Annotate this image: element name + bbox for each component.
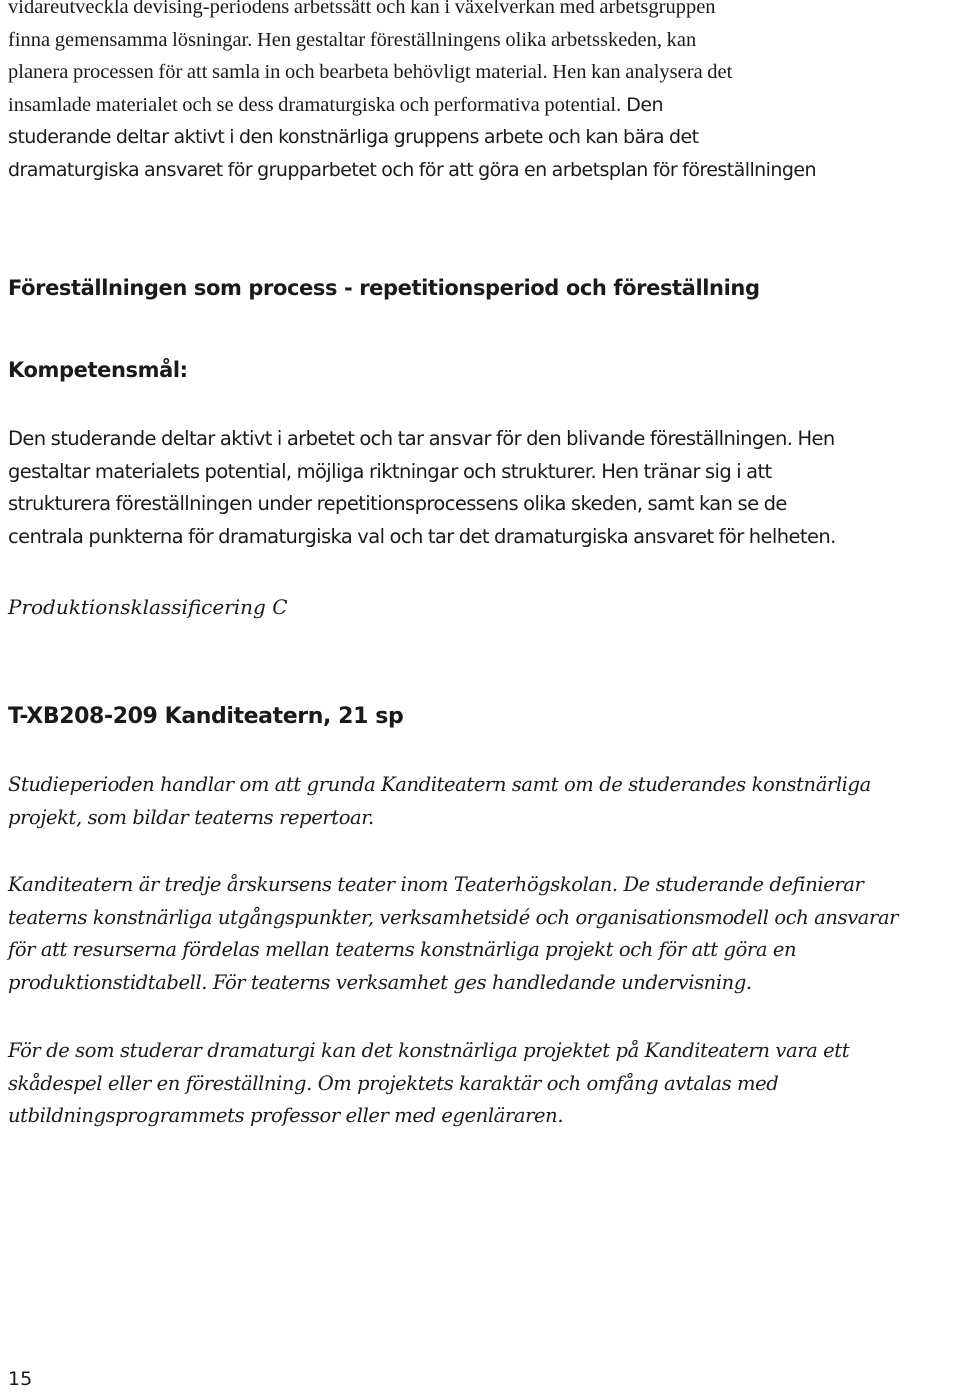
course-para2-line-4: produktionstidtabell. För teaterns verksamhet ges handledande undervisning.	[8, 970, 752, 994]
competence-label: Kompetensmål:	[8, 358, 188, 382]
competence-text	[8, 423, 960, 553]
course-paragraph-3	[8, 1035, 960, 1133]
intro-text	[8, 0, 960, 187]
intro-line-4	[8, 89, 960, 122]
course-para1-line-1: Studieperioden handlar om att grunda Kanditeatern samt om de studerandes konstnärliga	[8, 773, 871, 796]
course-para2-line-2: teaterns konstnärliga utgångspunkter, verksamhetsidé och organisationsmodell och ansvarar	[8, 905, 899, 929]
intro-line-4b: Den	[621, 93, 663, 116]
course-paragraph-2	[8, 869, 960, 999]
course-para2-line-3: för att resurserna fördelas mellan teaterns konstnärliga projekt och för att göra en	[8, 938, 797, 962]
intro-line-5: studerande deltar aktivt i den konstnärliga gruppens arbete och kan bära det	[8, 126, 699, 149]
competence-line-3: strukturera föreställningen under repetitionsprocessens olika skeden, samt kan se de	[8, 492, 787, 516]
intro-paragraph	[8, 0, 960, 187]
section-heading: Föreställningen som process - repetitionsperiod och föreställning	[8, 276, 760, 300]
course-para3-line-3: utbildningsprogrammets professor eller med egenläraren.	[8, 1104, 564, 1128]
course-para1-line-2: projekt, som bildar teaterns repertoar.	[8, 805, 374, 829]
intro-line-4a: insamlade materialet och se dess dramaturgiska och performativa potential.	[8, 93, 622, 116]
course-para3-text	[8, 1035, 960, 1133]
intro-line-2: finna gemensamma lösningar. Hen gestaltar föreställningens olika arbetsskeden, kan	[8, 28, 697, 51]
production-classification: Produktionsklassificering C	[8, 595, 288, 619]
page-number: 15	[8, 1368, 33, 1390]
course-para1-text	[8, 769, 960, 834]
competence-line-1: Den studerande deltar aktivt i arbetet och tar ansvar för den blivande föreställningen. Hen	[8, 427, 835, 450]
course-para2-text	[8, 869, 960, 999]
intro-line-1: vidareutveckla devising-periodens arbetssätt och kan i växelverkan med arbetsgruppen	[8, 0, 716, 18]
competence-line-2: gestaltar materialets potential, möjliga riktningar och strukturer. Hen tränar sig i att	[8, 459, 772, 483]
course-title: T-XB208-209 Kanditeatern, 21 sp	[8, 704, 404, 729]
intro-line-6: dramaturgiska ansvaret för grupparbetet och för att göra en arbetsplan för föreställningen	[8, 158, 817, 181]
course-para3-line-1: För de som studerar dramaturgi kan det konstnärliga projektet på Kanditeatern vara ett	[8, 1039, 850, 1062]
course-para2-line-1: Kanditeatern är tredje årskursens teater inom Teaterhögskolan. De studerande definierar	[8, 873, 864, 896]
course-paragraph-1	[8, 769, 960, 834]
competence-paragraph	[8, 423, 960, 553]
course-para3-line-2: skådespel eller en föreställning. Om projektets karaktär och omfång avtalas med	[8, 1071, 779, 1095]
intro-line-3: planera processen för att samla in och bearbeta behövligt material. Hen kan analysera det	[8, 61, 733, 84]
competence-line-4: centrala punkterna för dramaturgiska val och tar det dramaturgiska ansvaret för helheten.	[8, 524, 836, 548]
